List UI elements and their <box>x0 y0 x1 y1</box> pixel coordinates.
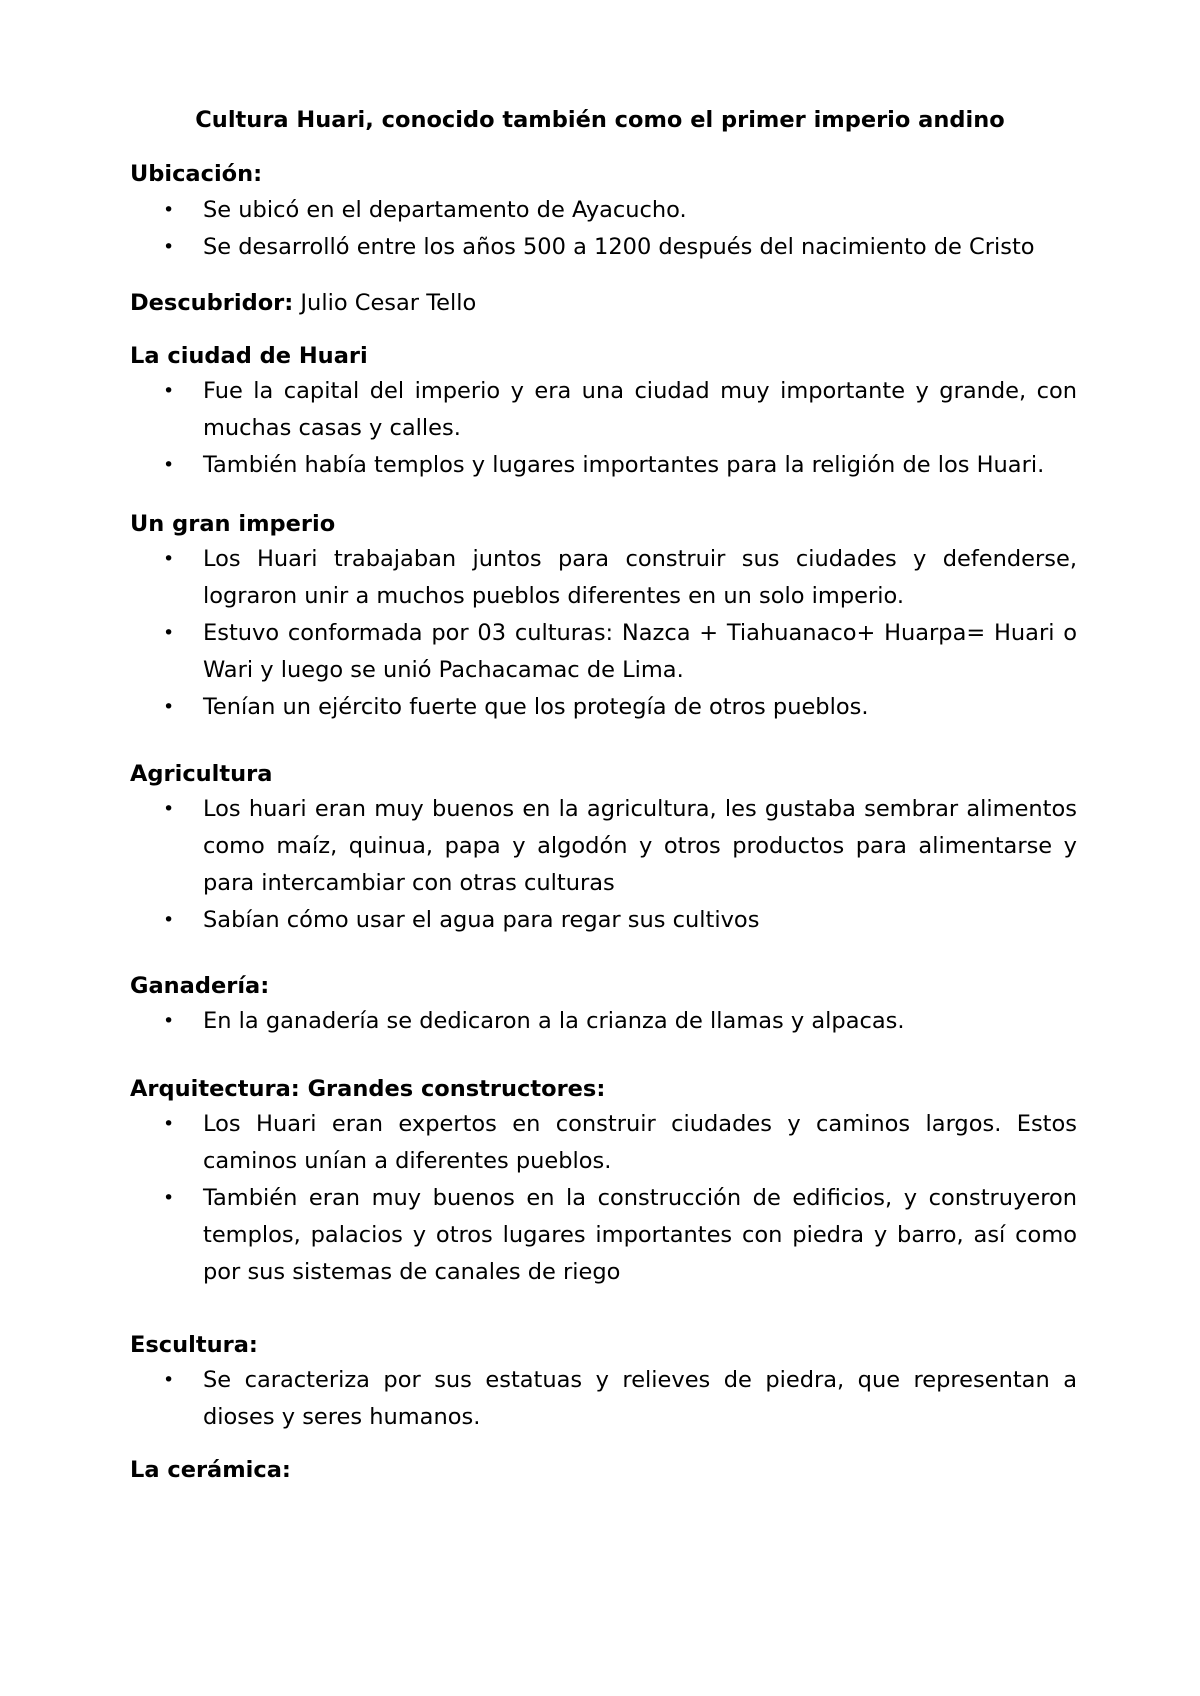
list-item <box>0 902 1077 939</box>
list-item-text: Sabían cómo usar el agua para regar sus cultivos <box>203 907 760 933</box>
bullet-icon: • <box>163 454 175 476</box>
list-item-text: Se ubicó en el departamento de Ayacucho. <box>203 197 687 223</box>
list-item-text: Fue la capital del imperio y era una ciudad muy importante y grande, con muchas casas y calles. <box>203 378 1077 441</box>
bullet-icon: • <box>163 236 175 258</box>
list-item-text: Los huari eran muy buenos en la agricultura, les gustaba sembrar alimentos como maíz, quinua, papa y algodón y otros productos para alimentarse y para intercambiar con otras culturas <box>203 796 1077 896</box>
heading-imperio <box>130 510 1090 538</box>
list-item <box>0 1106 1077 1180</box>
heading-ceramica <box>130 1456 1090 1484</box>
list-item <box>0 791 1077 902</box>
list-item-text: Tenían un ejército fuerte que los protegía de otros pueblos. <box>203 694 869 720</box>
bullet-icon: • <box>163 380 175 402</box>
heading-ganaderia <box>130 972 1090 1000</box>
heading-escultura-text: Escultura: <box>130 1332 258 1358</box>
heading-escultura <box>130 1331 1090 1359</box>
list-item-text: Los Huari trabajaban juntos para construir sus ciudades y defenderse, lograron unir a muchos pueblos diferentes en un solo imperio. <box>203 546 1077 609</box>
list-item <box>0 615 1077 689</box>
bullet-icon: • <box>163 798 175 820</box>
list-escultura <box>0 1362 1200 1436</box>
list-agricultura <box>0 791 1200 939</box>
list-item <box>0 1003 1077 1040</box>
heading-ciudad <box>130 342 1090 370</box>
bullet-icon: • <box>163 1113 175 1135</box>
list-item <box>0 373 1077 447</box>
heading-arquitectura-text: Arquitectura: Grandes constructores: <box>130 1076 606 1102</box>
heading-ganaderia-text: Ganadería: <box>130 973 270 999</box>
heading-imperio-text: Un gran imperio <box>130 511 336 537</box>
heading-agricultura-text: Agricultura <box>130 761 273 787</box>
list-item-text: En la ganadería se dedicaron a la crianza de llamas y alpacas. <box>203 1008 905 1034</box>
bullet-icon: • <box>163 696 175 718</box>
bullet-icon: • <box>163 1187 175 1209</box>
list-item <box>0 689 1077 726</box>
descubridor-value: Julio Cesar Tello <box>293 290 477 316</box>
bullet-icon: • <box>163 1010 175 1032</box>
list-item <box>0 1362 1077 1436</box>
list-ciudad <box>0 373 1200 484</box>
heading-ceramica-text: La cerámica: <box>130 1457 291 1483</box>
heading-ubicacion-text: Ubicación: <box>130 161 263 187</box>
list-item-text: También eran muy buenos en la construcción de edificios, y construyeron templos, palacios y otros lugares importantes con piedra y barro, así como por sus sistemas de canales de riego <box>203 1185 1077 1285</box>
list-item-text: Los Huari eran expertos en construir ciudades y caminos largos. Estos caminos unían a diferentes pueblos. <box>203 1111 1077 1174</box>
list-item <box>0 541 1077 615</box>
descubridor-label: Descubridor: <box>130 290 294 316</box>
document-title: Cultura Huari, conocido también como el primer imperio andino <box>195 107 1005 133</box>
list-imperio <box>0 541 1200 726</box>
list-arquitectura <box>0 1106 1200 1291</box>
bullet-icon: • <box>163 622 175 644</box>
heading-ciudad-text: La ciudad de Huari <box>130 343 368 369</box>
list-item-text: Estuvo conformada por 03 culturas: Nazca + Tiahuanaco+ Huarpa= Huari o Wari y luego se unió Pachacamac de Lima. <box>203 620 1077 683</box>
bullet-icon: • <box>163 199 175 221</box>
list-item <box>0 229 1077 266</box>
list-item <box>0 192 1077 229</box>
list-item-text: Se desarrolló entre los años 500 a 1200 después del nacimiento de Cristo <box>203 234 1035 260</box>
heading-agricultura <box>130 760 1090 788</box>
list-item-text: También había templos y lugares importantes para la religión de los Huari. <box>203 452 1045 478</box>
heading-ubicacion <box>130 160 1090 188</box>
bullet-icon: • <box>163 548 175 570</box>
list-item <box>0 447 1077 484</box>
bullet-icon: • <box>163 909 175 931</box>
heading-arquitectura <box>130 1075 1090 1103</box>
bullet-icon: • <box>163 1369 175 1391</box>
list-ubicacion <box>0 192 1200 266</box>
list-item <box>0 1180 1077 1291</box>
list-ganaderia <box>0 1003 1200 1040</box>
descubridor-line <box>130 289 1090 317</box>
list-item-text: Se caracteriza por sus estatuas y relieves de piedra, que representan a dioses y seres humanos. <box>203 1367 1077 1430</box>
